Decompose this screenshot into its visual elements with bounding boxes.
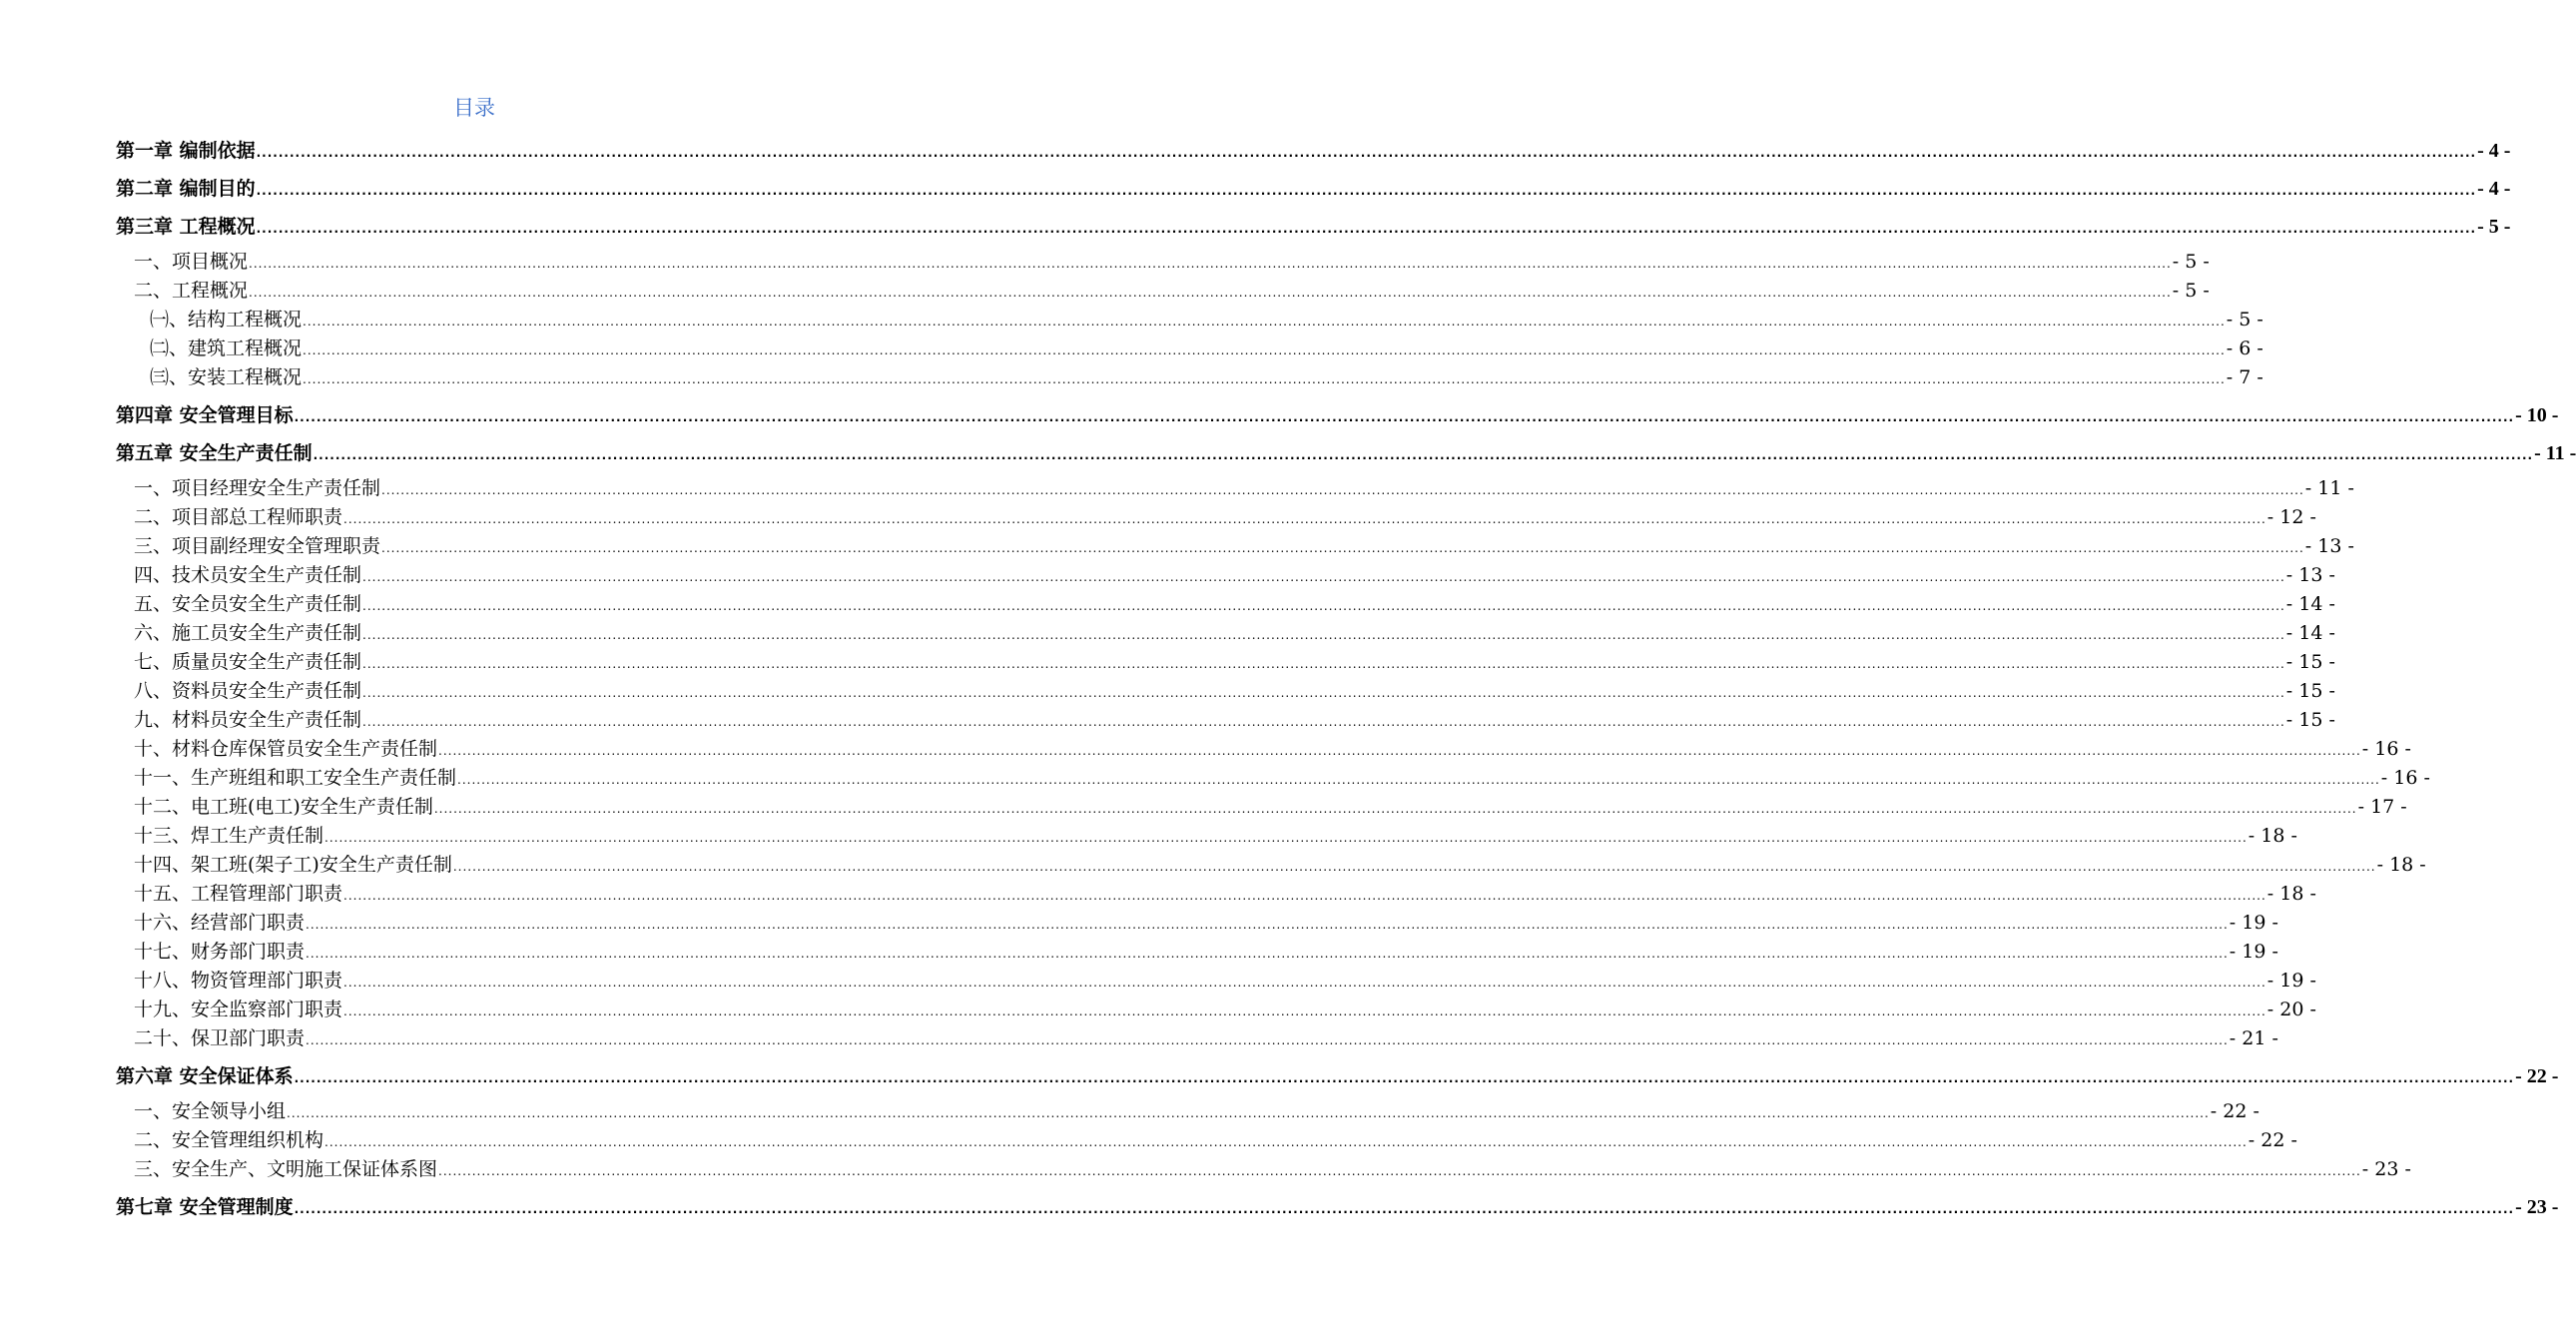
toc-entry-page-number: - 5 - [2226,309,2263,331]
toc-entry[interactable] [116,822,2297,851]
toc-entry[interactable] [116,1057,2559,1095]
toc-leader-dots: ................................................................................................................................................................................................................................................................................................................................................................................................................ [294,410,2515,424]
toc-title: 目录 [453,96,495,120]
toc-entry-label: 三、安全生产、文明施工保证体系图 [134,1158,438,1180]
toc-entry-page-number: - 6 - [2226,337,2263,359]
toc-entry[interactable] [116,248,2210,277]
toc-entry-page-number: - 4 - [2477,178,2511,200]
toc-entry-label: 十八、物资管理部门职责 [134,970,343,992]
toc-entry[interactable] [116,764,2430,793]
toc-entry[interactable] [116,590,2335,619]
toc-entry[interactable] [116,880,2316,909]
toc-leader-dots: ................................................................................................................................................................................................................................................................................................................................................................................................................ [313,448,2534,462]
toc-entry[interactable] [116,532,2354,561]
toc-entry-page-number: - 22 - [2515,1065,2559,1087]
toc-entry-label: 十六、经营部门职责 [134,912,306,934]
toc-leader-dots: ................................................................................................................................................................................................................................................................................................................................................................................................................ [324,831,2248,845]
toc-entry-label: ㈠、结构工程概况 [150,309,303,331]
toc-entry-page-number: - 13 - [2285,564,2335,586]
toc-entry-label: 十五、工程管理部门职责 [134,883,343,905]
toc-entry-page-number: - 18 - [2248,825,2297,847]
toc-entry-page-number: - 19 - [2266,970,2316,992]
table-of-contents [116,132,2576,1226]
toc-leader-dots: ................................................................................................................................................................................................................................................................................................................................................................................................................ [457,773,2380,787]
toc-entry-label: 二、项目部总工程师职责 [134,506,343,528]
toc-entry-label: 十、材料仓库保管员安全生产责任制 [134,738,438,760]
toc-entry-label: 十三、焊工生产责任制 [134,825,324,847]
toc-entry[interactable] [116,561,2335,590]
toc-entry-label: 二、安全管理组织机构 [134,1129,324,1151]
toc-entry-label: 三、项目副经理安全管理职责 [134,535,381,557]
toc-entry-page-number: - 4 - [2477,140,2511,162]
toc-entry-label: 一、安全领导小组 [134,1100,287,1122]
toc-entry-label: 第二章 编制目的 [116,178,256,200]
toc-entry[interactable] [116,306,2263,335]
toc-entry-page-number: - 23 - [2515,1196,2559,1218]
toc-entry[interactable] [116,132,2511,170]
toc-leader-dots: ................................................................................................................................................................................................................................................................................................................................................................................................................ [303,372,2226,386]
toc-entry-label: 第七章 安全管理制度 [116,1196,294,1218]
toc-entry[interactable] [116,474,2354,503]
toc-leader-dots: ................................................................................................................................................................................................................................................................................................................................................................................................................ [438,744,2361,758]
toc-entry-page-number: - 19 - [2229,912,2278,934]
toc-entry[interactable] [116,277,2210,306]
toc-entry[interactable] [116,1024,2278,1053]
toc-leader-dots: ................................................................................................................................................................................................................................................................................................................................................................................................................ [362,657,2285,671]
toc-entry-page-number: - 15 - [2285,709,2335,731]
toc-leader-dots: ................................................................................................................................................................................................................................................................................................................................................................................................................ [433,802,2357,816]
toc-leader-dots: ................................................................................................................................................................................................................................................................................................................................................................................................................ [256,184,2477,198]
toc-leader-dots: ................................................................................................................................................................................................................................................................................................................................................................................................................ [381,483,2304,497]
toc-entry-label: 一、项目概况 [134,251,249,273]
toc-entry-label: 第三章 工程概况 [116,216,256,238]
toc-entry[interactable] [116,619,2335,648]
toc-entry-page-number: - 18 - [2266,883,2316,905]
toc-entry-label: 第四章 安全管理目标 [116,404,294,426]
toc-entry[interactable] [116,434,2576,472]
toc-entry[interactable] [116,363,2263,392]
toc-entry[interactable] [116,1155,2411,1184]
toc-entry[interactable] [116,938,2278,967]
toc-leader-dots: ................................................................................................................................................................................................................................................................................................................................................................................................................ [306,1033,2229,1047]
toc-entry[interactable] [116,793,2407,822]
toc-entry-page-number: - 22 - [2210,1100,2259,1122]
toc-leader-dots: ................................................................................................................................................................................................................................................................................................................................................................................................................ [381,541,2304,555]
toc-entry-label: 八、资料员安全生产责任制 [134,680,362,702]
toc-entry-page-number: - 18 - [2376,854,2426,876]
toc-entry-page-number: - 7 - [2226,366,2263,388]
toc-entry[interactable] [116,996,2316,1024]
toc-entry[interactable] [116,706,2335,735]
toc-entry-page-number: - 16 - [2361,738,2411,760]
toc-entry-label: 二十、保卫部门职责 [134,1027,306,1049]
toc-leader-dots: ................................................................................................................................................................................................................................................................................................................................................................................................................ [452,860,2376,874]
toc-entry-label: 第六章 安全保证体系 [116,1065,294,1087]
toc-entry-page-number: - 5 - [2477,216,2511,238]
toc-leader-dots: ................................................................................................................................................................................................................................................................................................................................................................................................................ [294,1202,2515,1216]
toc-leader-dots: ................................................................................................................................................................................................................................................................................................................................................................................................................ [362,570,2285,584]
toc-entry-page-number: - 23 - [2361,1158,2411,1180]
toc-entry-page-number: - 10 - [2515,404,2559,426]
toc-entry-page-number: - 15 - [2285,651,2335,673]
toc-entry-label: 十二、电工班(电工)安全生产责任制 [134,796,433,818]
toc-entry[interactable] [116,1126,2297,1155]
toc-entry-page-number: - 14 - [2285,622,2335,644]
toc-entry[interactable] [116,909,2278,938]
toc-entry-label: 七、质量员安全生产责任制 [134,651,362,673]
toc-entry-page-number: - 14 - [2285,593,2335,615]
toc-leader-dots: ................................................................................................................................................................................................................................................................................................................................................................................................................ [362,686,2285,700]
toc-entry-label: 二、工程概况 [134,280,249,302]
toc-entry-label: 五、安全员安全生产责任制 [134,593,362,615]
toc-leader-dots: ................................................................................................................................................................................................................................................................................................................................................................................................................ [249,286,2172,300]
toc-entry-label: 六、施工员安全生产责任制 [134,622,362,644]
toc-leader-dots: ................................................................................................................................................................................................................................................................................................................................................................................................................ [256,146,2477,160]
toc-entry-page-number: - 15 - [2285,680,2335,702]
toc-entry-label: ㈢、安装工程概况 [150,366,303,388]
toc-entry-label: 九、材料员安全生产责任制 [134,709,362,731]
toc-leader-dots: ................................................................................................................................................................................................................................................................................................................................................................................................................ [343,512,2266,526]
toc-entry-page-number: - 22 - [2248,1129,2297,1151]
toc-entry[interactable] [116,967,2316,996]
toc-entry-page-number: - 12 - [2266,506,2316,528]
toc-entry[interactable] [116,503,2316,532]
toc-entry[interactable] [116,335,2263,363]
toc-leader-dots: ................................................................................................................................................................................................................................................................................................................................................................................................................ [343,889,2266,903]
toc-entry-page-number: - 5 - [2172,280,2210,302]
toc-entry[interactable] [116,735,2411,764]
toc-entry[interactable] [116,677,2335,706]
toc-entry[interactable] [116,170,2511,208]
toc-leader-dots: ................................................................................................................................................................................................................................................................................................................................................................................................................ [324,1135,2248,1149]
toc-entry-label: 四、技术员安全生产责任制 [134,564,362,586]
toc-entry-label: 一、项目经理安全生产责任制 [134,477,381,499]
toc-entry-label: 十九、安全监察部门职责 [134,999,343,1020]
toc-leader-dots: ................................................................................................................................................................................................................................................................................................................................................................................................................ [303,315,2226,329]
toc-leader-dots: ................................................................................................................................................................................................................................................................................................................................................................................................................ [343,976,2266,990]
toc-entry[interactable] [116,1188,2559,1226]
toc-entry[interactable] [116,208,2511,246]
toc-leader-dots: ................................................................................................................................................................................................................................................................................................................................................................................................................ [256,222,2477,236]
toc-entry-page-number: - 19 - [2229,941,2278,963]
toc-entry-label: 十七、财务部门职责 [134,941,306,963]
toc-leader-dots: ................................................................................................................................................................................................................................................................................................................................................................................................................ [438,1164,2361,1178]
toc-leader-dots: ................................................................................................................................................................................................................................................................................................................................................................................................................ [294,1071,2515,1085]
toc-entry[interactable] [116,396,2559,434]
toc-leader-dots: ................................................................................................................................................................................................................................................................................................................................................................................................................ [362,628,2285,642]
toc-entry[interactable] [116,648,2335,677]
toc-leader-dots: ................................................................................................................................................................................................................................................................................................................................................................................................................ [343,1005,2266,1018]
toc-entry-page-number: - 11 - [2304,477,2354,499]
toc-leader-dots: ................................................................................................................................................................................................................................................................................................................................................................................................................ [362,599,2285,613]
toc-entry-page-number: - 13 - [2304,535,2354,557]
toc-leader-dots: ................................................................................................................................................................................................................................................................................................................................................................................................................ [249,257,2172,271]
toc-entry-label: ㈡、建筑工程概况 [150,337,303,359]
toc-entry-page-number: - 17 - [2357,796,2407,818]
toc-entry-label: 第一章 编制依据 [116,140,256,162]
toc-leader-dots: ................................................................................................................................................................................................................................................................................................................................................................................................................ [303,343,2226,357]
toc-entry-page-number: - 21 - [2229,1027,2278,1049]
toc-entry[interactable] [116,1097,2259,1126]
toc-entry-page-number: - 5 - [2172,251,2210,273]
toc-leader-dots: ................................................................................................................................................................................................................................................................................................................................................................................................................ [287,1106,2210,1120]
toc-entry-label: 第五章 安全生产责任制 [116,442,313,464]
toc-leader-dots: ................................................................................................................................................................................................................................................................................................................................................................................................................ [306,947,2229,961]
toc-leader-dots: ................................................................................................................................................................................................................................................................................................................................................................................................................ [306,918,2229,932]
toc-entry-label: 十四、架工班(架子工)安全生产责任制 [134,854,452,876]
toc-entry-page-number: - 11 - [2534,442,2576,464]
toc-entry-label: 十一、生产班组和职工安全生产责任制 [134,767,457,789]
toc-entry-page-number: - 16 - [2380,767,2430,789]
toc-leader-dots: ................................................................................................................................................................................................................................................................................................................................................................................................................ [362,715,2285,729]
toc-entry-page-number: - 20 - [2266,999,2316,1020]
toc-entry[interactable] [116,851,2426,880]
